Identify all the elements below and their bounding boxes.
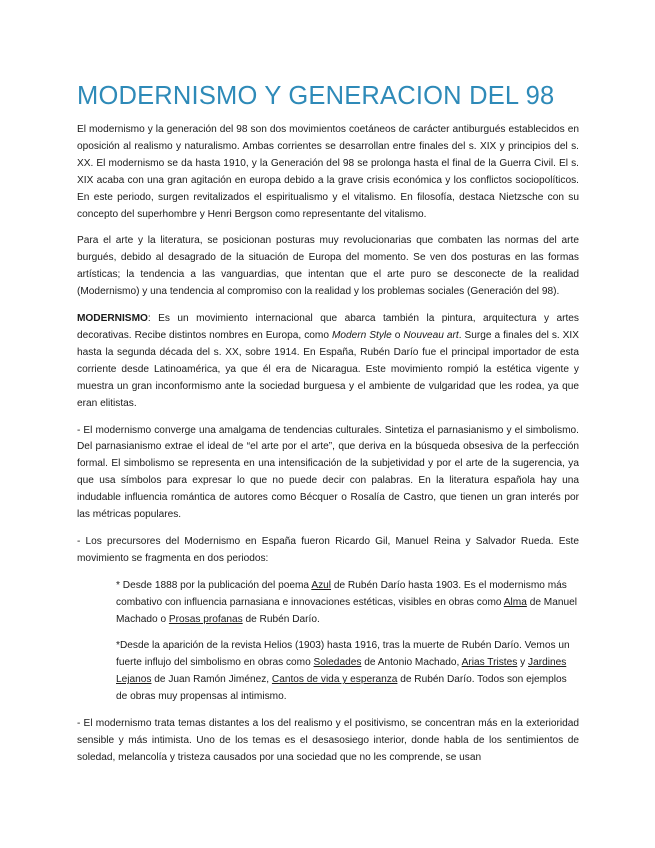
paragraph-tendencias: - El modernismo converge una amalgama de tendencias culturales. Sintetiza el parnasianismo y el simbolismo. Del parnasianismo extrae el ideal de “el arte por el arte”, que deriva en la búsqueda obsesiva de la perfección formal. El simbolismo se representa en una intensificación de la subjetividad y por el arte de la sugerencia, ya que usa símbolos para expresar lo que no puede decir con palabras. En la literatura española hay una indudable influencia romántica de autores como Bécquer o Rosalía de Castro, que tienen un gran interés por las métricas populares. [77, 424, 579, 521]
document-body [77, 122, 579, 777]
paragraph-temas: - El modernismo trata temas distantes a los del realismo y el positivismo, se concentran más en la exterioridad sensible y más intimista. Uno de los temas es el desasosiego interior, donde habla de los sentimientos de soledad, melancolía y tristeza causados por una sociedad que no les comprende, se usan [77, 718, 579, 763]
term-nouveau-art: Nouveau art [403, 329, 459, 341]
paragraph-modernismo: MODERNISMO: Es un movimiento internacional que abarca también la pintura, arquitectura y artes decorativas. Recibe distintos nombres en Europa, como Modern Style o Nouveau art. Surge a finales del s. XIX hasta la segunda década del s. XX, sobre 1914. En España, Rubén Darío fue el principal importador de esta corriente desde Latinoamérica, ya que él era de Nicaragua. Este movimiento rompió la estética vigente y muestra un gran inconformismo ante la sociedad burguesa y el ambiente de vulgaridad que les rodea, ya que eran elitistas. [77, 313, 579, 409]
work-cantos-de-vida: Cantos de vida y esperanza [271, 674, 398, 686]
document-title: MODERNISMO Y GENERACION DEL 98 [77, 82, 555, 110]
paragraph-precursores: - Los precursores del Modernismo en España fueron Ricardo Gil, Manuel Reina y Salvador Rueda. Este movimiento se fragmenta en dos periodos: [77, 535, 579, 564]
paragraph-periodo-1: * Desde 1888 por la publicación del poema Azul de Rubén Darío hasta 1903. Es el modernismo más combativo con influencia parnasiana e innovaciones estéticas, visibles en obras como Alma de Manuel Machado o Prosas profanas de Rubén Darío. [116, 579, 577, 625]
paragraph-intro: El modernismo y la generación del 98 son dos movimientos coetáneos de carácter antiburgués establecidos en oposición al realismo y naturalismo. Ambas corrientes se desarrollan entre finales del s. XIX y principios del s. XX. El modernismo se da hasta 1910, y la Generación del 98 se prolonga hasta el final de la Guerra Civil. El s. XIX acaba con una gran agitación en europa debido a la grave crisis económica y los conflictos sociopolíticos. En este periodo, surgen revitalizados el espiritualismo y el vitalismo. En filosofía, destaca Nietzsche con su concepto del superhombre y Henri Bergson como representante del vitalismo. [77, 124, 579, 220]
work-jardines-lejanos: Jardines Lejanos [116, 657, 567, 686]
work-azul: Azul [311, 579, 332, 591]
paragraph-periodo-2: *Desde la aparición de la revista Helios (1903) hasta 1916, tras la muerte de Rubén Darío. Vemos un fuerte influjo del simbolismo en obras como Soledades de Antonio Machado, Arias Tristes y Jardines Lejanos de Juan Ramón Jiménez, Cantos de vida y esperanza de Rubén Darío. Todos son ejemplos de obras muy propensas al intimismo. [116, 640, 570, 703]
work-alma: Alma [503, 596, 527, 608]
work-prosas-profanas: Prosas profanas [168, 613, 243, 625]
work-soledades: Soledades [313, 657, 362, 669]
work-arias-tristes: Arias Tristes [461, 657, 518, 669]
modernismo-label: MODERNISMO [77, 313, 148, 325]
paragraph-arte-literatura: Para el arte y la literatura, se posicionan posturas muy revolucionarias que combaten las normas del arte burgués, debido al desagrado de la situación de Europa del momento. Se ven dos posturas en las formas artísticas; la tendencia a las vanguardias, que intentan que el arte puro se desconecte de la realidad (Modernismo) y una tendencia al compromiso con la realidad y los problemas sociales (Generación del 98). [77, 235, 579, 298]
term-modern-style: Modern Style [331, 329, 392, 341]
